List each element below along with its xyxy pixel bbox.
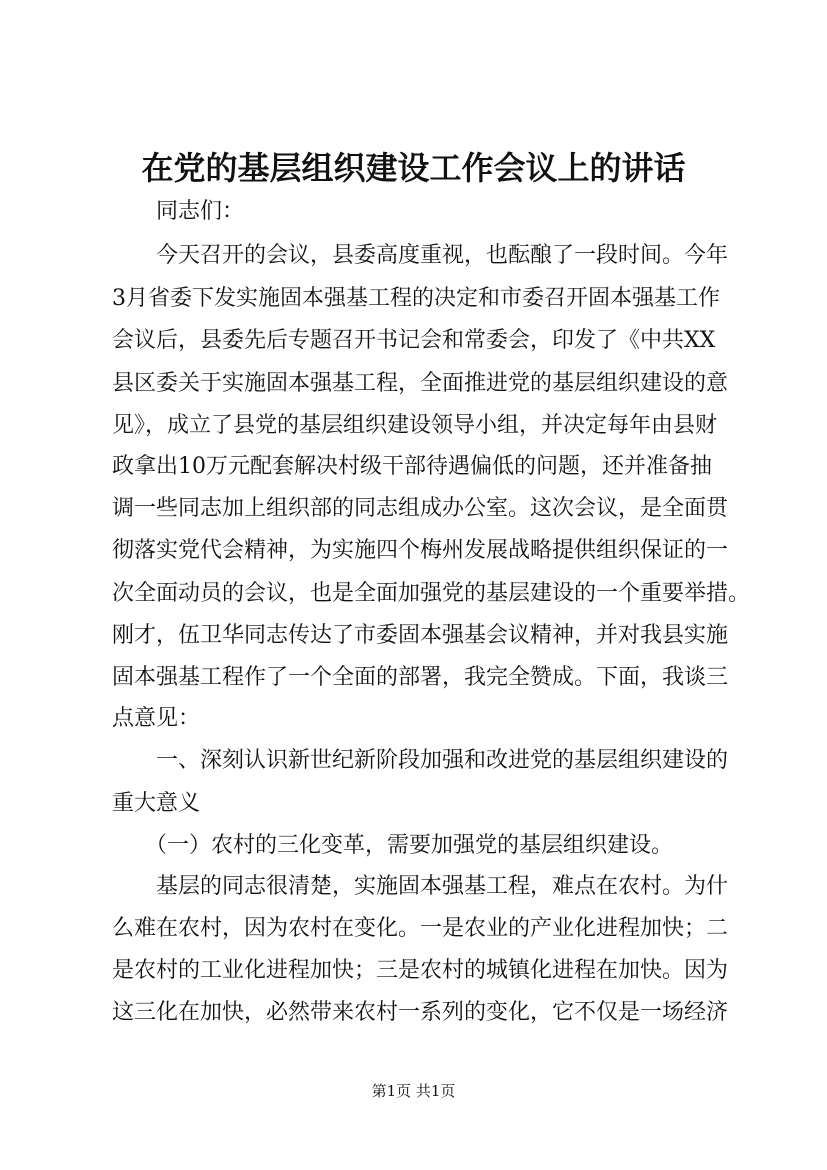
text-line: 点意见： xyxy=(112,706,201,731)
text-line: 彻落实党代会精神，为实施四个梅州发展战略提供组织保证的一 xyxy=(112,538,729,563)
text-line: 今天召开的会议，县委高度重视，也酝酿了一段时间。今年 xyxy=(112,243,729,268)
text-line: 见》，成立了县党的基层组织建设领导小组，并决定每年由县财 xyxy=(112,413,718,438)
text-line: 次全面动员的会议，也是全面加强党的基层建设的一个重要举措。 xyxy=(112,581,751,606)
section-heading-line: 一、深刻认识新世纪新阶段加强和改进党的基层组织建设的 xyxy=(112,748,729,773)
text-line: 调一些同志加上组织部的同志组成办公室。这次会议，是全面贯 xyxy=(112,496,729,521)
page-footer: 第1页 共1页 xyxy=(371,1082,456,1100)
text-line: 么难在农村，因为农村在变化。一是农业的产业化进程加快；二 xyxy=(112,916,729,941)
text-line: 是农村的工业化进程加快；三是农村的城镇化进程在加快。因为 xyxy=(112,958,729,983)
text-line: 基层的同志很清楚，实施固本强基工程，难点在农村。为什 xyxy=(112,874,729,899)
text-line: 政拿出10万元配套解决村级干部待遇偏低的问题，还并准备抽 xyxy=(112,454,712,479)
text-line: 县区委关于实施固本强基工程，全面推进党的基层组织建设的意 xyxy=(112,371,729,396)
text-line: 这三化在加快，必然带来农村一系列的变化，它不仅是一场经济 xyxy=(112,1000,729,1025)
document-title: 在党的基层组织建设工作会议上的讲话 xyxy=(141,149,686,187)
text-line: 刚才，伍卫华同志传达了市委固本强基会议精神，并对我县实施 xyxy=(112,623,729,648)
text-line: 会议后，县委先后专题召开书记会和常委会，印发了《中共XX xyxy=(112,328,716,353)
text-line: 3月省委下发实施固本强基工程的决定和市委召开固本强基工作 xyxy=(112,286,720,311)
text-line: 固本强基工程作了一个全面的部署，我完全赞成。下面，我谈三 xyxy=(112,665,729,690)
section-heading-line: 重大意义 xyxy=(112,791,201,816)
text-line: 同志们： xyxy=(112,199,245,224)
subsection-heading-line: （一）农村的三化变革，需要加强党的基层组织建设。 xyxy=(112,833,674,858)
